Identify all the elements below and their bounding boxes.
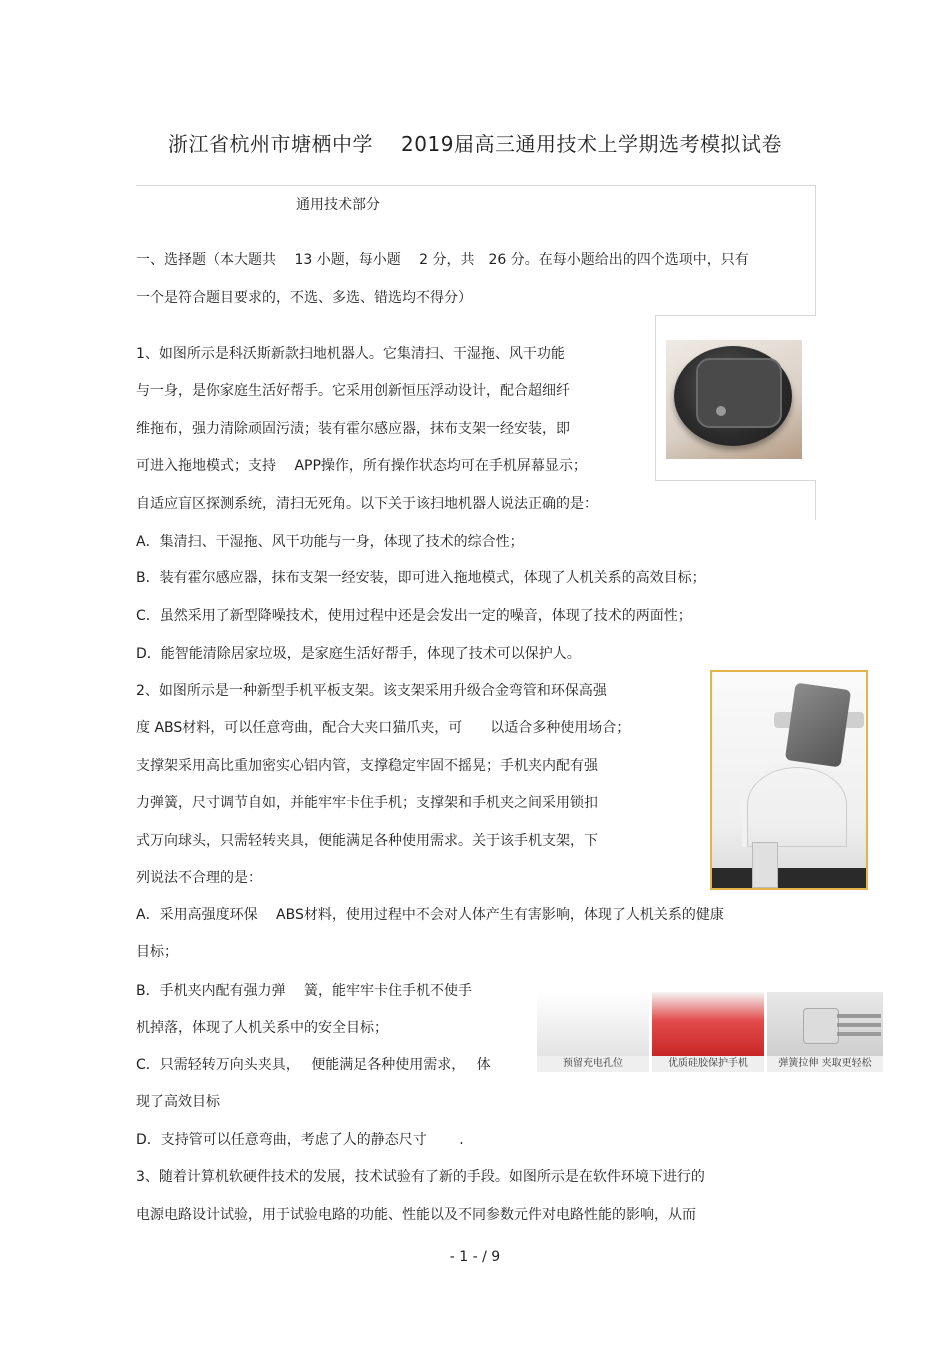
text-line: C．虽然采用了新型降噪技术，使用过程中还是会发出一定的噪音，体现了技术的两面性； [136,608,692,624]
stand-clamp-base [752,842,778,888]
text-line: 自适应盲区探测系统，清扫无死角。以下关于该扫地机器人说法正确的是： [136,496,598,512]
stand-phone [785,682,851,767]
section-heading: 通用技术部分 [296,197,380,213]
frame-image-box-right [815,480,816,520]
text-line: 与一身，是你家庭生活好帮手。它采用创新恒压浮动设计，配合超细纤 [136,383,570,399]
feature-caption: 弹簧拉伸 夹取更轻松 [767,1056,883,1072]
text-line: 度 ABS材料，可以任意弯曲，配合大夹口猫爪夹，可 以适合多种使用场合； [136,720,631,736]
stand-feature-strip [537,992,883,1072]
text-line: 现了高效目标 [136,1094,220,1110]
feature-caption: 优质硅胶保护手机 [652,1056,764,1072]
phone-stand-image [710,670,868,890]
robot-vacuum-image [666,340,802,459]
text-line: 维拖布，强力清除顽固污渍；装有霍尔感应器，抹布支架一经安装，即 [136,421,570,437]
robot-body [674,346,792,446]
frame-right-line [815,185,816,315]
title-exam: 2019届高三通用技术上学期选考模拟试卷 [401,132,782,156]
feature-caption: 预留充电孔位 [537,1056,649,1072]
frame-image-box-top [655,315,816,316]
text-line: 可进入拖地模式；支持 APP操作，所有操作状态均可在手机屏幕显示； [136,458,587,474]
feature-panel-spring [767,992,883,1072]
text-line: D．支持管可以任意弯曲，考虑了人的静态尺寸 . [136,1132,464,1148]
text-line: 目标； [136,944,178,960]
text-line: 一个是符合题目要求的，不选、多选、错选均不得分） [136,290,472,306]
feature-panel-silicone [652,992,764,1072]
text-line: 电源电路设计试验，用于试验电路的功能、性能以及不同参数元件对电路性能的影响，从而 [136,1207,696,1223]
page-number: - 1 - / 9 [449,1249,501,1265]
text-line: 列说法不合理的是： [136,870,262,886]
frame-top-line [136,185,816,186]
text-line: 1、如图所示是科沃斯新款扫地机器人。它集清扫、干湿拖、风干功能 [136,346,565,362]
text-line: 一、选择题（本大题共 13 小题，每小题 2 分，共 26 分。在每小题给出的四个选项中，只有 [136,252,749,268]
text-line: 支撑架采用高比重加密实心铝内管，支撑稳定牢固不摇晃；手机夹内配有强 [136,758,598,774]
feature-panel-charging [537,992,649,1072]
text-line: D．能智能清除居家垃圾，是家庭生活好帮手，体现了技术可以保护人。 [136,646,581,662]
frame-image-box-left [655,315,656,480]
text-line: B．手机夹内配有强力弹 簧，能牢牢卡住手机不使手 [136,983,473,999]
document-title [0,128,950,157]
spring-knob-icon [803,1008,839,1044]
robot-top-cover [696,358,782,428]
frame-image-box-bottom [655,480,816,481]
text-line: 力弹簧，尺寸调节自如，并能牢牢卡住手机；支撑架和手机夹之间采用锁扣 [136,795,598,811]
text-line: A．采用高强度环保 ABS材料，使用过程中不会对人体产生有害影响，体现了人机关系的健康 [136,907,724,923]
text-line: 机掉落，体现了人机关系中的安全目标； [136,1020,388,1036]
text-line: 式万向球头，只需轻转夹具，便能满足各种使用需求。关于该手机支架，下 [136,833,598,849]
text-line: 2、如图所示是一种新型手机平板支架。该支架采用升级合金弯管和环保高强 [136,683,607,699]
stand-table-edge [712,868,866,888]
robot-button-icon [716,406,726,416]
text-line: A．集清扫、干湿拖、风干功能与一身，体现了技术的综合性； [136,534,524,550]
text-line: B．装有霍尔感应器，抹布支架一经安装，即可进入拖地模式，体现了人机关系的高效目标； [136,570,706,586]
text-line: 3、随着计算机软硬件技术的发展，技术试验有了新的手段。如图所示是在软件环境下进行的 [136,1169,705,1185]
stand-gooseneck [742,762,852,847]
title-school: 浙江省杭州市塘栖中学 [168,132,374,156]
text-line: C．只需轻转万向头夹具， 便能满足各种使用需求， 体 [136,1057,491,1073]
